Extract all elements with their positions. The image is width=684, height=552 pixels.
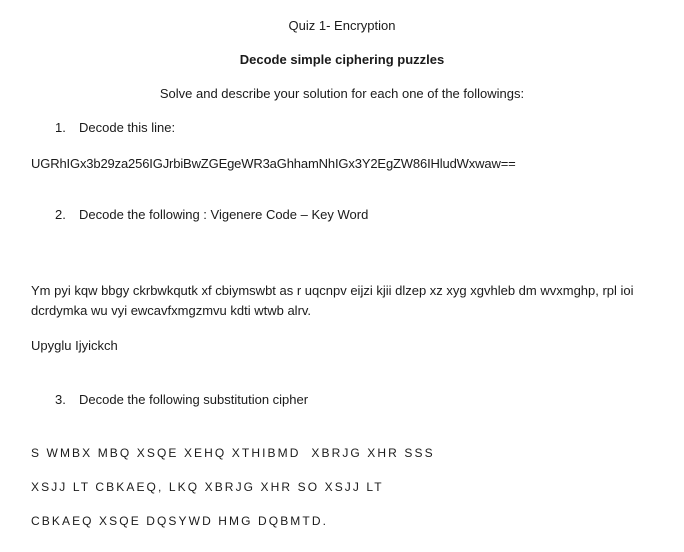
- question-1-prompt: Decode this line:: [79, 120, 176, 135]
- page-subtitle: Decode simple ciphering puzzles: [239, 52, 445, 67]
- base64-cipher-text: UGRhIGx3b29za256IGJrbiBwZGEgeWR3aGhhamNhIGx3Y2EgZW86IHludWxwaw==: [31, 156, 516, 171]
- page-title: Quiz 1- Encryption: [288, 18, 396, 33]
- question-3-prompt: Decode the following substitution cipher: [79, 392, 309, 407]
- substitution-line-2: XSJJ LT CBKAEQ, LKQ XBRJG XHR SO XSJJ LT: [31, 480, 384, 494]
- vigenere-key-hint: Upyglu Ijyickch: [31, 338, 118, 353]
- vigenere-line-2: dcrdymka wu vyi ewcavfxmgzmvu kdti wtwb alrv.: [31, 303, 312, 318]
- vigenere-line-1: Ym pyi kqw bbgy ckrbwkqutk xf cbiymswbt as r uqcnpv eijzi kjii dlzep xz xyg xgvhleb dm wvxmghp, rpl ioi: [31, 283, 634, 298]
- question-3-number: 3.: [55, 392, 66, 407]
- substitution-line-1: S WMBX MBQ XSQE XEHQ XTHIBMD XBRJG XHR SSS: [31, 446, 435, 460]
- substitution-line-3: CBKAEQ XSQE DQSYWD HMG DQBMTD.: [31, 514, 329, 528]
- question-2-number: 2.: [55, 207, 66, 222]
- question-1-number: 1.: [55, 120, 66, 135]
- vigenere-cipher-text: [31, 281, 661, 321]
- question-2-prompt: Decode the following : Vigenere Code – Key Word: [79, 207, 369, 222]
- instructions-text: Solve and describe your solution for each one of the followings:: [159, 86, 525, 101]
